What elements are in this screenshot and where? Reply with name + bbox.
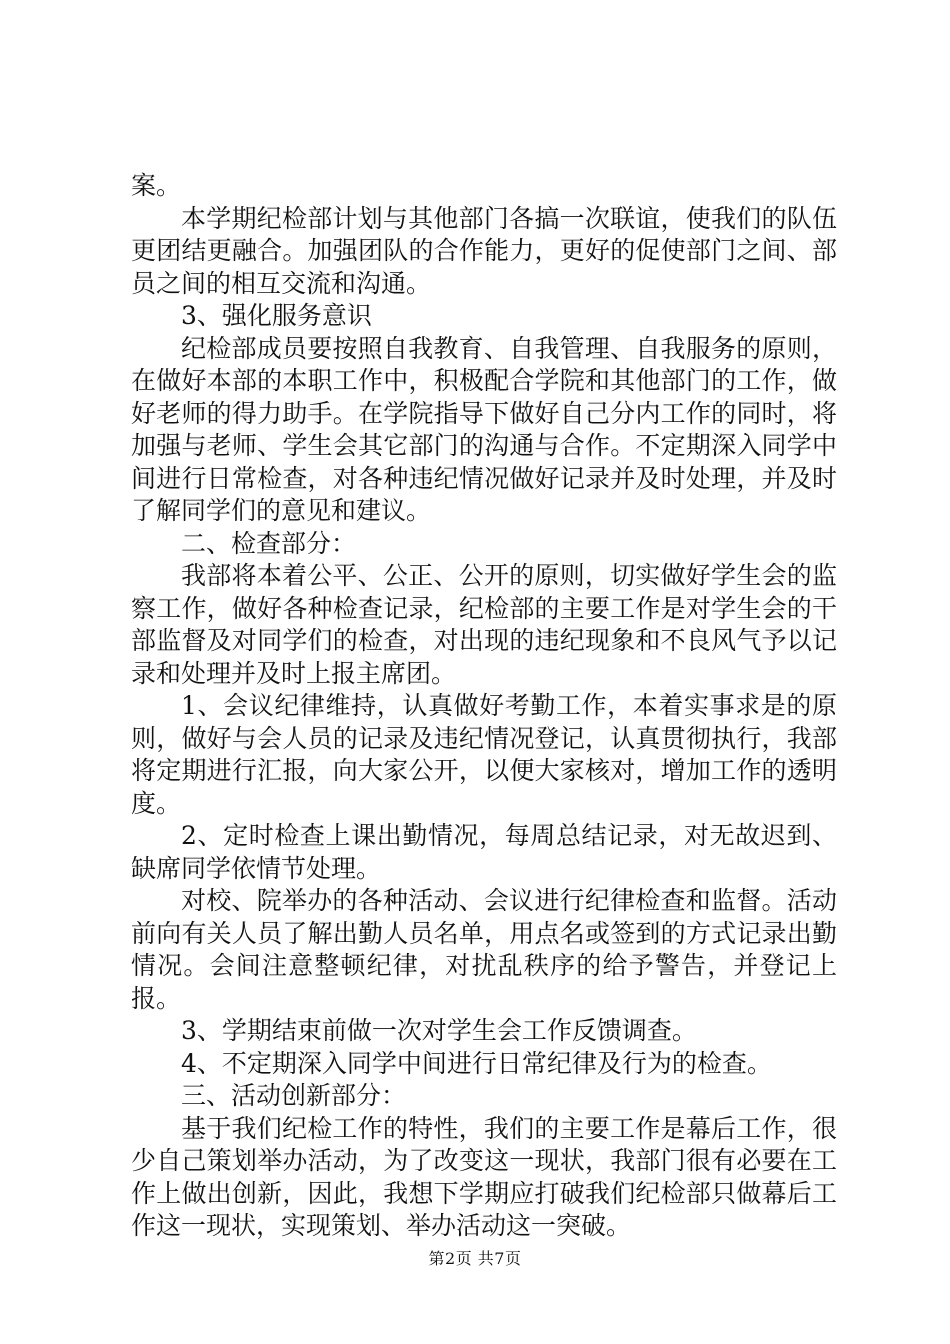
document-body bbox=[131, 170, 837, 1243]
page-footer bbox=[0, 1246, 950, 1269]
paragraph: 1、会议纪律维持，认真做好考勤工作，本着实事求是的原则，做好与会人员的记录及违纪情况登记，认真贯彻执行，我部将定期进行汇报，向大家公开，以便大家核对，增加工作的透明度。 bbox=[131, 691, 837, 818]
page-number: 第2页 共7页 bbox=[428, 1249, 522, 1268]
paragraph: 本学期纪检部计划与其他部门各搞一次联谊，使我们的队伍更团结更融合。加强团队的合作能力，更好的促使部门之间、部员之间的相互交流和沟通。 bbox=[131, 203, 837, 298]
section-heading: 二、检查部分： bbox=[181, 528, 357, 558]
paragraph: 3、学期结束前做一次对学生会工作反馈调查。 bbox=[181, 1016, 697, 1045]
paragraph: 对校、院举办的各种活动、会议进行纪律检查和监督。活动前向有关人员了解出勤人员名单，用点名或签到的方式记录出勤情况。会间注意整顿纪律，对扰乱秩序的给予警告，并登记上报。 bbox=[131, 886, 837, 1013]
paragraph: 纪检部成员要按照自我教育、自我管理、自我服务的原则，在做好本部的本职工作中，积极配合学院和其他部门的工作，做好老师的得力助手。在学院指导下做好自己分内工作的同时，将加强与老师、学生会其它部门的沟通与合作。不定期深入同学中间进行日常检查，对各种违纪情况做好记录并及时处理，并及时了解同学们的意见和建议。 bbox=[131, 333, 837, 525]
paragraph: 基于我们纪检工作的特性，我们的主要工作是幕后工作，很少自己策划举办活动，为了改变这一现状，我部门很有必要在工作上做出创新，因此，我想下学期应打破我们纪检部只做幕后工作这一现状，实现策划、举办活动这一突破。 bbox=[131, 1113, 837, 1240]
section-heading: 三、活动创新部分： bbox=[181, 1081, 407, 1110]
section-heading: 3、强化服务意识 bbox=[181, 301, 372, 330]
paragraph: 我部将本着公平、公正、公开的原则，切实做好学生会的监察工作，做好各种检查记录，纪检部的主要工作是对学生会的干部监督及对同学们的检查，对出现的违纪现象和不良风气予以记录和处理并及时上报主席团。 bbox=[131, 561, 837, 688]
paragraph: 案。 bbox=[131, 171, 182, 200]
paragraph: 2、定时检查上课出勤情况，每周总结记录，对无故迟到、缺席同学依情节处理。 bbox=[131, 821, 837, 883]
paragraph: 4、不定期深入同学中间进行日常纪律及行为的检查。 bbox=[181, 1048, 772, 1078]
